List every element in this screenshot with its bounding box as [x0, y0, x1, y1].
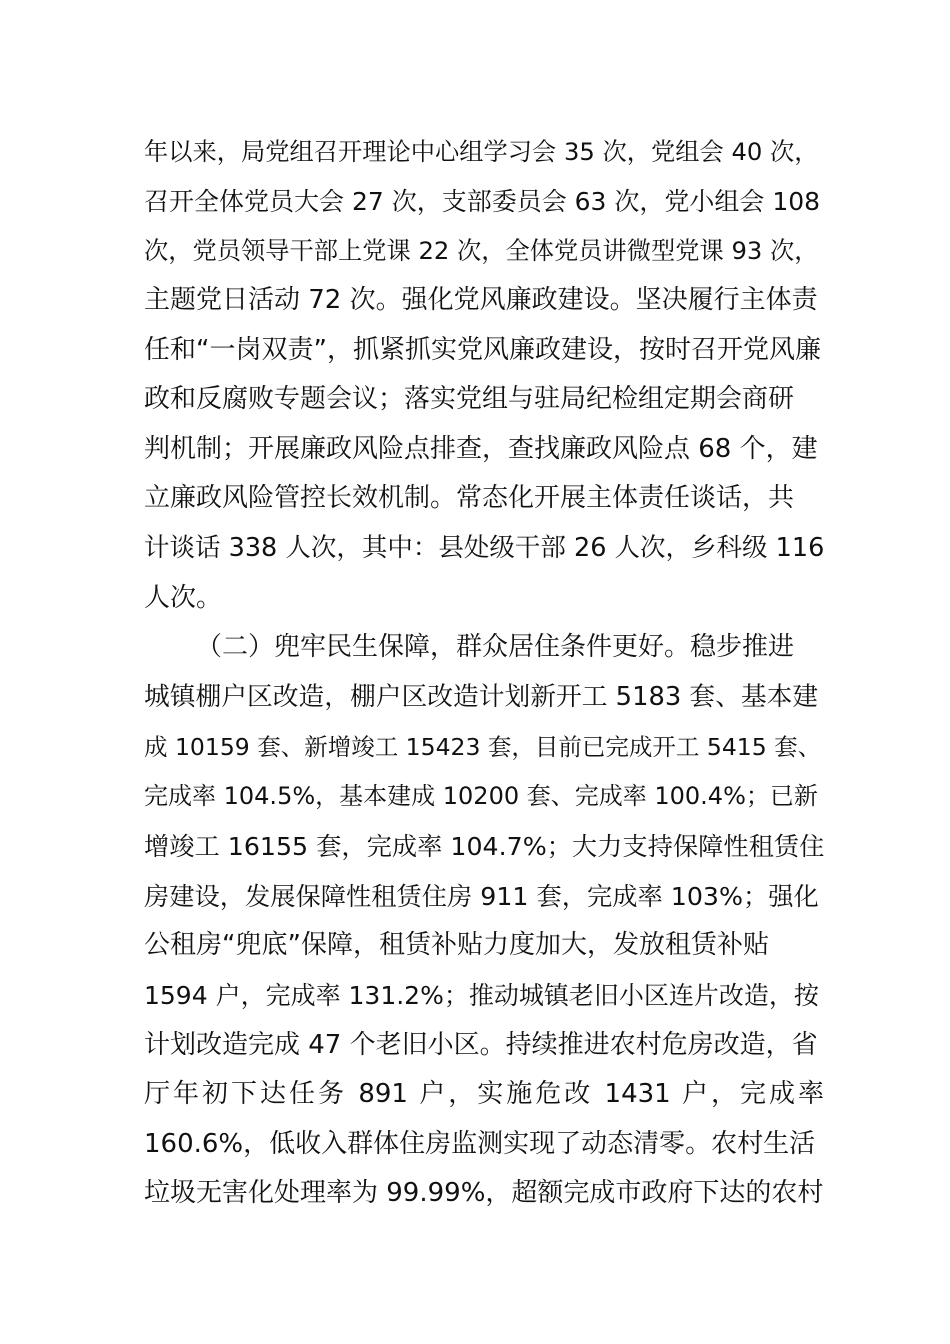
text-line: 增竣工 16155 套，完成率 104.7%；大力支持保障性租赁住	[144, 831, 825, 861]
text-line: 主题党日活动 72 次。强化党风廉政建设。坚决履行主体责	[144, 284, 818, 315]
text-line: 政和反腐败专题会议；落实党组与驻局纪检组定期会商研	[144, 384, 795, 415]
section-heading-line: （二）兜牢民生保障，群众居住条件更好。稳步推进	[196, 632, 795, 663]
text-line: 成 10159 套、新增竣工 15423 套，目前已完成开工 5415 套、	[144, 732, 822, 761]
text-line: 立廉政风险管控长效机制。常态化开展主体责任谈话，共	[144, 483, 795, 514]
text-line: 判机制；开展廉政风险点排查，查找廉政风险点 68 个，建	[144, 433, 818, 464]
text-line: 任和“一岗双责”，抓紧抓实党风廉政建设，按时召开党风廉	[144, 334, 821, 365]
text-line: 人次。	[144, 582, 223, 613]
text-line: 计谈话 338 人次，其中：县处级干部 26 人次，乡科级 116	[144, 533, 825, 564]
text-line: 公租房“兜底”保障，租赁补贴力度加大，发放租赁补贴	[144, 930, 769, 961]
text-line: 年以来，局党组召开理论中心组学习会 35 次，党组会 40 次，	[144, 137, 819, 166]
text-line: 召开全体党员大会 27 次，支部委员会 63 次，党小组会 108	[144, 186, 821, 216]
text-line: 垃圾无害化处理率为 99.99%，超额完成市政府下达的农村	[144, 1178, 824, 1209]
text-line: 完成率 104.5%，基本建成 10200 套、完成率 100.4%；已新	[144, 782, 818, 811]
text-line: 计划改造完成 47 个老旧小区。持续推进农村危房改造，省	[144, 1029, 818, 1060]
body-text	[144, 127, 824, 1219]
text-line: 1594 户，完成率 131.2%；推动城镇老旧小区连片改造，按	[144, 980, 819, 1010]
text-line: 房建设，发展保障性租赁住房 911 套，完成率 103%；强化	[144, 881, 819, 911]
text-line: 城镇棚户区改造，棚户区改造计划新开工 5183 套、基本建	[144, 682, 819, 713]
text-line: 次，党员领导干部上党课 22 次，全体党员讲微型党课 93 次，	[144, 236, 819, 266]
text-line: 厅年初下达任务 891 户，实施危改 1431 户，完成率	[144, 1079, 824, 1110]
text-line: 160.6%，低收入群体住房监测实现了动态清零。农村生活	[144, 1128, 816, 1159]
